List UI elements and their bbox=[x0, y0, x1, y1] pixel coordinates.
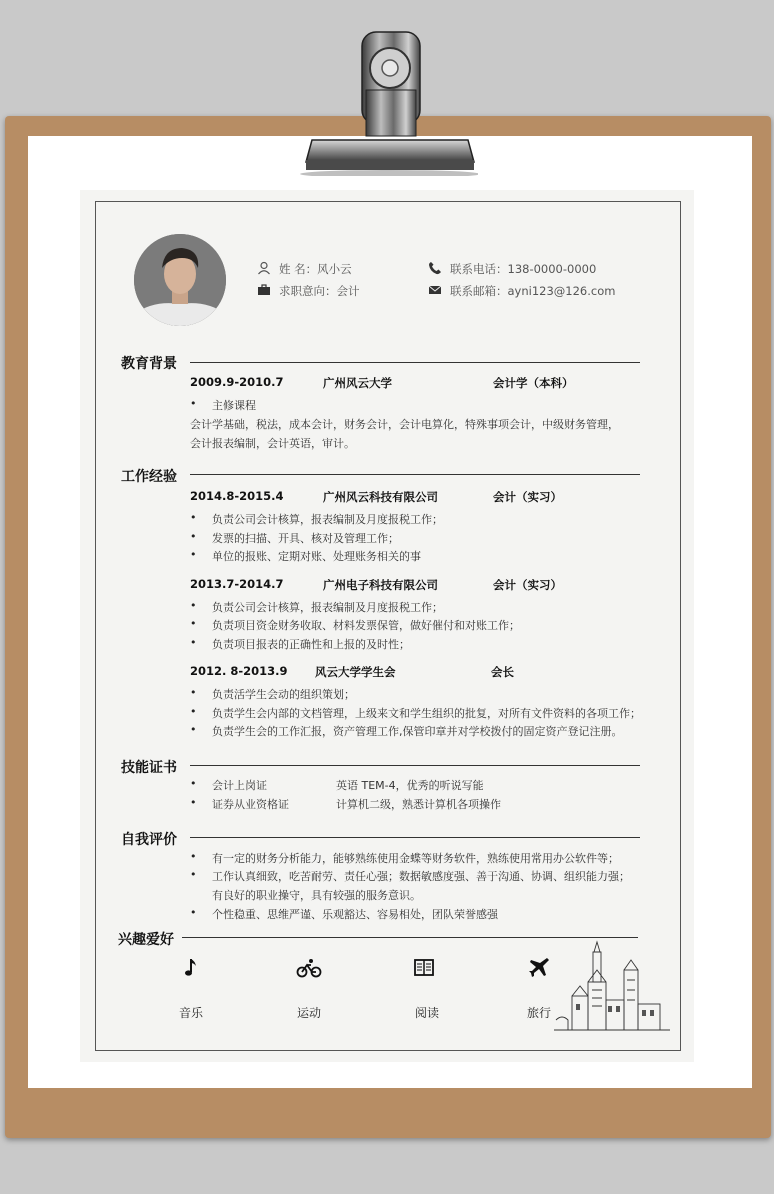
skill-left: 会计上岗证 bbox=[212, 779, 267, 792]
section-divider bbox=[182, 937, 638, 938]
education-date: 2009.9-2010.7 bbox=[190, 375, 284, 389]
education-title: 教育背景 bbox=[121, 356, 177, 372]
job-item: 负责公司会计核算，报表编制及月度报税工作； bbox=[212, 513, 443, 526]
bullet: • bbox=[190, 617, 197, 630]
bullet: • bbox=[190, 777, 197, 790]
job-text: 求职意向：会计 bbox=[279, 284, 360, 298]
education-school: 广州风云大学 bbox=[323, 376, 392, 390]
bullet: • bbox=[190, 530, 197, 543]
job-item: 负责活学生会动的组织策划； bbox=[212, 688, 355, 701]
job-date: 2012. 8-2013.9 bbox=[190, 664, 288, 678]
bullet: • bbox=[190, 868, 197, 881]
castle-sketch-icon bbox=[552, 940, 672, 1040]
job-item: 负责公司会计核算，报表编制及月度报税工作； bbox=[212, 601, 443, 614]
avatar bbox=[134, 234, 226, 326]
job-item: 单位的报账、定期对账、处理账务相关的事 bbox=[212, 550, 421, 563]
section-divider bbox=[190, 837, 640, 838]
bicycle-icon bbox=[296, 957, 322, 979]
self-item: 有一定的财务分析能力，能够熟练使用金蝶等财务软件，熟练使用常用办公软件等； bbox=[212, 852, 619, 865]
job-item: 负责项目报表的正确性和上报的及时性； bbox=[212, 638, 410, 651]
self-item: 个性稳重、思维严谨、乐观豁达、容易相处，团队荣誉感强 bbox=[212, 908, 498, 921]
bullet: • bbox=[190, 686, 197, 699]
job-item: 发票的扫描、开具、核对及管理工作； bbox=[212, 532, 399, 545]
self-item: 工作认真细致，吃苦耐劳、责任心强；数据敏感度强、善于沟通、协调、组织能力强； bbox=[212, 870, 630, 883]
job-role: 会长 bbox=[491, 665, 514, 679]
email-text: 联系邮箱：ayni123@126.com bbox=[450, 284, 616, 298]
skills-title: 技能证书 bbox=[121, 760, 177, 776]
job-date: 2014.8-2015.4 bbox=[190, 489, 284, 503]
skill-left: 证券从业资格证 bbox=[212, 798, 289, 811]
phone-icon bbox=[428, 261, 442, 275]
bullet: • bbox=[190, 705, 197, 718]
briefcase-icon bbox=[257, 283, 271, 297]
person-icon bbox=[257, 261, 271, 275]
job-item: 负责学生会的工作汇报，资产管理工作,保管印章并对学校拨付的固定资产登记注册。 bbox=[212, 725, 623, 738]
bullet: • bbox=[190, 850, 197, 863]
job-role: 会计（实习） bbox=[493, 490, 562, 504]
book-icon bbox=[413, 957, 435, 979]
bullet: • bbox=[190, 511, 197, 524]
bullet: • bbox=[190, 599, 197, 612]
bullet: • bbox=[190, 548, 197, 561]
job-company: 广州电子科技有限公司 bbox=[323, 578, 438, 592]
binder-clip-icon bbox=[298, 24, 478, 176]
music-icon bbox=[182, 956, 204, 978]
skill-right: 计算机二级，熟悉计算机各项操作 bbox=[336, 798, 501, 811]
skill-right: 英语 TEM-4，优秀的听说写能 bbox=[336, 779, 484, 792]
hobby-label: 音乐 bbox=[178, 1006, 203, 1020]
work-title: 工作经验 bbox=[121, 469, 177, 485]
job-company: 广州风云科技有限公司 bbox=[323, 490, 438, 504]
section-divider bbox=[190, 765, 640, 766]
hobby-label: 旅行 bbox=[526, 1006, 551, 1020]
section-divider bbox=[190, 474, 640, 475]
self-item: 有良好的职业操守，具有较强的服务意识。 bbox=[212, 889, 421, 902]
job-role: 会计（实习） bbox=[493, 578, 562, 592]
job-date: 2013.7-2014.7 bbox=[190, 577, 284, 591]
name-text: 姓 名：风小云 bbox=[279, 262, 352, 276]
phone-text: 联系电话：138-0000-0000 bbox=[450, 262, 597, 276]
hobbies-title: 兴趣爱好 bbox=[118, 932, 174, 948]
section-divider bbox=[190, 362, 640, 363]
bullet: • bbox=[190, 796, 197, 809]
bullet: • bbox=[190, 906, 197, 919]
bullet: • bbox=[190, 397, 197, 410]
education-bullet: 主修课程 bbox=[212, 399, 256, 412]
bullet: • bbox=[190, 636, 197, 649]
bullet: • bbox=[190, 723, 197, 736]
hobby-label: 阅读 bbox=[414, 1006, 439, 1020]
job-company: 风云大学学生会 bbox=[315, 665, 396, 679]
education-major: 会计学（本科） bbox=[493, 376, 574, 390]
job-item: 负责项目资金财务收取、材料发票保管，做好催付和对账工作； bbox=[212, 619, 520, 632]
education-line: 会计学基础，税法，成本会计，财务会计，会计电算化，特殊事项会计，中级财务管理， bbox=[190, 418, 619, 431]
job-item: 负责学生会内部的文档管理，上级来文和学生组织的批复，对所有文件资料的各项工作； bbox=[212, 707, 641, 720]
self-title: 自我评价 bbox=[121, 832, 177, 848]
mail-icon bbox=[428, 283, 442, 297]
airplane-icon bbox=[528, 956, 550, 978]
hobby-label: 运动 bbox=[296, 1006, 321, 1020]
education-line: 会计报表编制，会计英语，审计。 bbox=[190, 437, 355, 450]
